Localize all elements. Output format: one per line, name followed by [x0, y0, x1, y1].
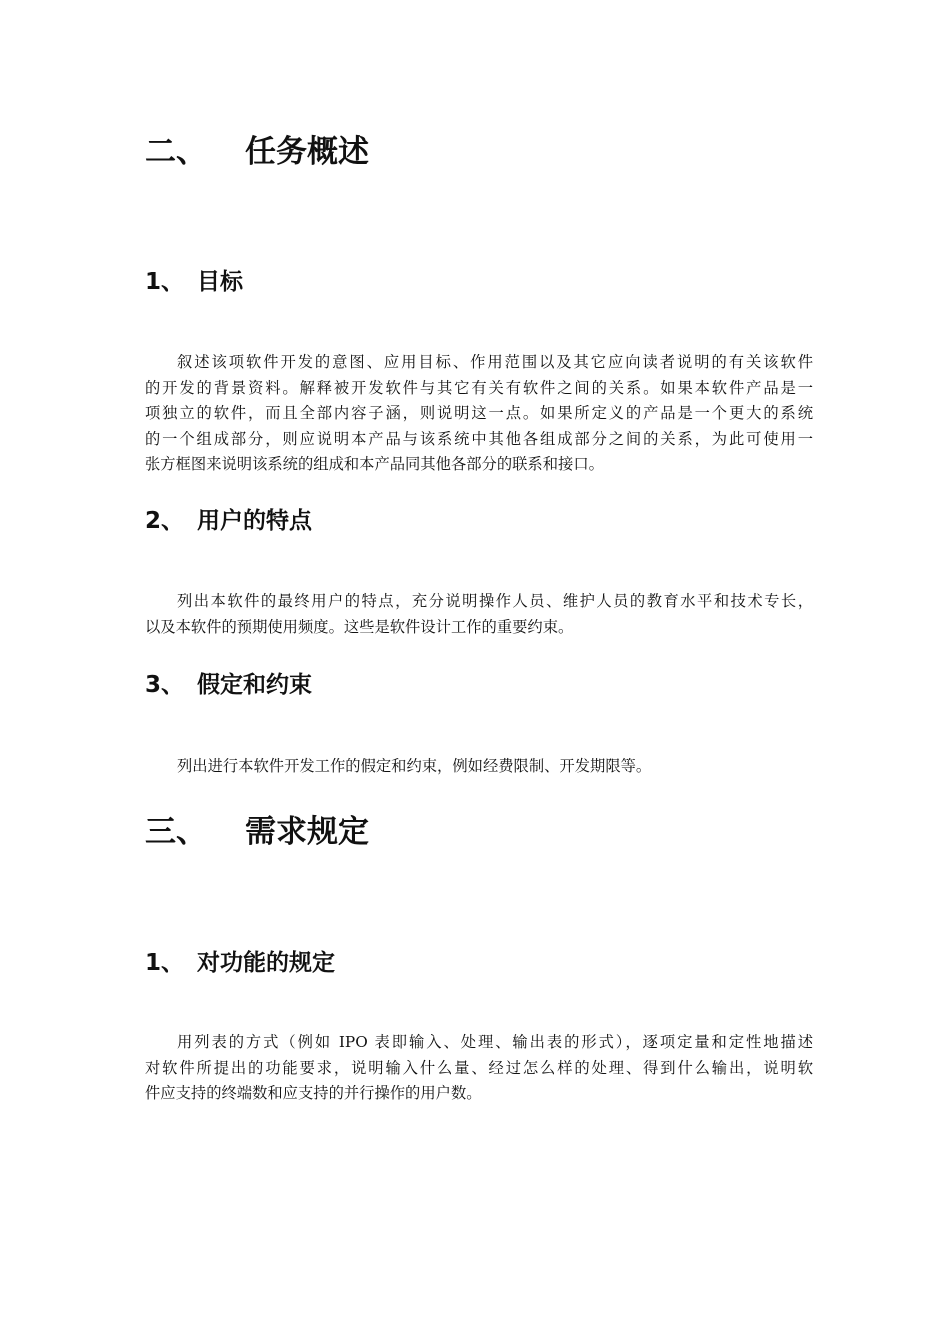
paragraph-line: 叙述该项软件开发的意图、应用目标、作用范围以及其它应向读者说明的有关该软件	[177, 353, 813, 371]
section-title: 任务概述	[245, 134, 369, 170]
paragraph-user-characteristics	[145, 589, 813, 640]
paragraph-line: 的开发的背景资料。解释被开发软件与其它有关有软件之间的关系。如果本软件产品是一	[145, 378, 813, 397]
paragraph-line: 用列表的方式（例如 IPO 表即输入、处理、输出表的形式），逐项定量和定性地描述	[177, 1033, 813, 1051]
paragraph-line: 的一个组成部分，则应说明本产品与该系统中其他各组成部分之间的关系，为此可使用一	[145, 429, 813, 448]
subsection-heading-2-3	[145, 670, 312, 700]
subsection-heading-2-1	[145, 267, 243, 297]
paragraph-goal	[145, 350, 813, 478]
subsection-number: 2、	[145, 508, 185, 534]
paragraph-line: 列出本软件的最终用户的特点，充分说明操作人员、维护人员的教育水平和技术专长，	[177, 592, 813, 610]
section-heading-3	[145, 812, 369, 852]
paragraph-assumptions	[145, 754, 813, 780]
paragraph-functions	[145, 1030, 813, 1107]
subsection-number: 1、	[145, 269, 185, 295]
subsection-title: 假定和约束	[197, 672, 312, 698]
section-number: 二、	[145, 134, 207, 170]
section-number: 三、	[145, 814, 207, 850]
paragraph-line: 件应支持的终端数和应支持的并行操作的用户数。	[145, 1084, 482, 1102]
subsection-heading-3-1	[145, 948, 335, 978]
paragraph-line: 张方框图来说明该系统的组成和本产品同其他各部分的联系和接口。	[145, 455, 604, 473]
subsection-title: 用户的特点	[197, 508, 312, 534]
subsection-title: 目标	[197, 269, 243, 295]
paragraph-line: 项独立的软件，而且全部内容子涵，则说明这一点。如果所定义的产品是一个更大的系统	[145, 404, 813, 422]
subsection-number: 3、	[145, 672, 185, 698]
subsection-heading-2-2	[145, 506, 312, 536]
subsection-title: 对功能的规定	[197, 950, 335, 976]
paragraph-line: 以及本软件的预期使用频度。这些是软件设计工作的重要约束。	[145, 617, 574, 636]
section-heading-2	[145, 132, 369, 172]
section-title: 需求规定	[245, 814, 369, 850]
paragraph-line: 列出进行本软件开发工作的假定和约束，例如经费限制、开发期限等。	[177, 757, 652, 775]
paragraph-line: 对软件所提出的功能要求，说明输入什么量、经过怎么样的处理、得到什么输出，说明软	[145, 1058, 813, 1077]
subsection-number: 1、	[145, 950, 185, 976]
